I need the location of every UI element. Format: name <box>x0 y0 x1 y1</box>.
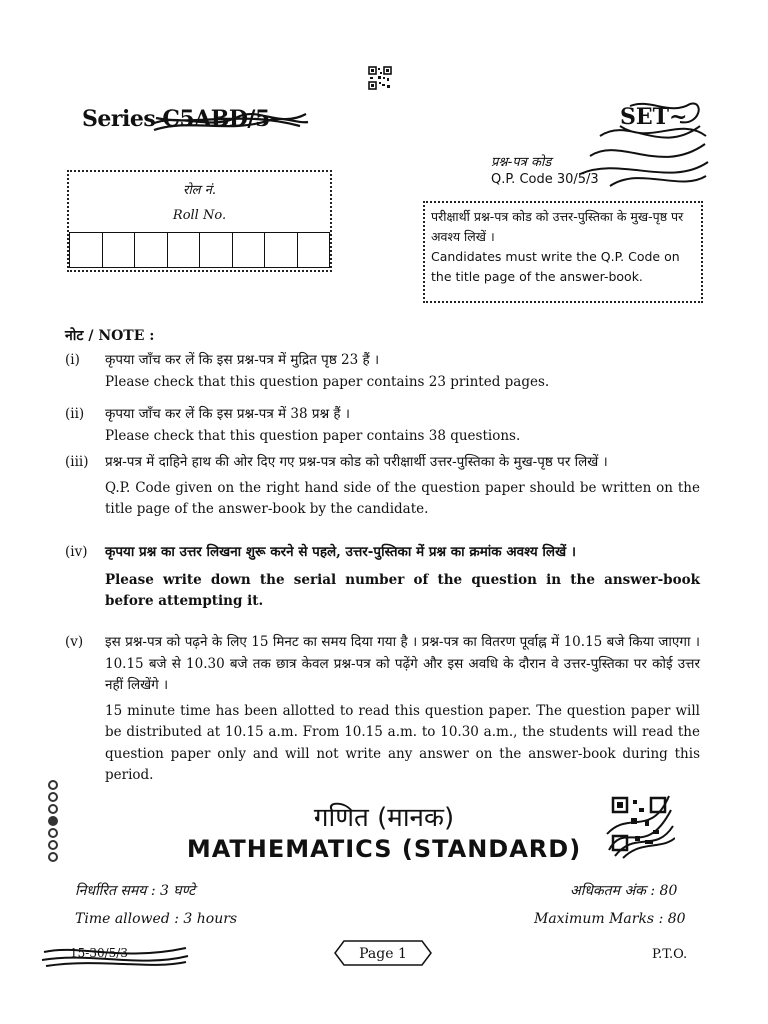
subject-english: MATHEMATICS (STANDARD) <box>186 835 582 863</box>
max-marks-english: Maximum Marks : 80 <box>534 911 686 927</box>
note-english: Please check that this question paper contains 23 printed pages. <box>105 373 550 390</box>
note-number: (v) <box>65 634 84 650</box>
qp-code <box>485 150 703 190</box>
footer-code-scribble <box>40 940 190 970</box>
footer-code: 15-30/5/3 <box>70 946 128 960</box>
note-hindi: इस प्रश्न-पत्र को पढ़ने के लिए 15 मिनट का समय दिया गया है । प्रश्न-पत्र का वितरण पूर्वाह्न में 10.15 बजे किया जाएगा । 10.15 बजे से 10.30 बजे तक छात्र केवल प्रश्न-पत्र को पढ़ेंगे और इस अवधि के दौरान वे उत्तर-पुस्तिका पर कोई उत्तर नहीं लिखेंगे । <box>105 634 700 693</box>
qp-code-hindi: प्रश्न-पत्र कोड <box>491 155 552 170</box>
roll-cell[interactable] <box>298 232 331 268</box>
qr-code-icon <box>368 66 392 90</box>
pto-label: P.T.O. <box>652 947 688 962</box>
time-allowed-english: Time allowed : 3 hours <box>75 911 238 927</box>
time-allowed-hindi: निर्धारित समय : 3 घण्टे <box>75 883 196 899</box>
roll-cell[interactable] <box>69 232 103 268</box>
roll-number-box <box>67 170 332 272</box>
page-badge <box>334 940 432 966</box>
subject-hindi: गणित (मानक) <box>313 803 455 833</box>
series-scribble <box>150 104 310 138</box>
note-english: Q.P. Code given on the right hand side of the question paper should be written on the title page of the answer-book by the candidate. <box>105 479 700 517</box>
set-label: SET~ <box>620 104 688 130</box>
qp-instruction-box <box>423 201 703 303</box>
note-hindi: प्रश्न-पत्र में दाहिने हाथ की ओर दिए गए प्रश्न-पत्र कोड को परीक्षार्थी उत्तर-पुस्तिका के मुख-पृष्ठ पर लिखें । <box>105 454 608 470</box>
max-marks-hindi: अधिकतम अंक : 80 <box>570 883 678 899</box>
note-english: 15 minute time has been allotted to read this question paper. The question paper will be distributed at 10.15 a.m. From 10.15 a.m. to 10.30 a.m., the students will read the question paper only and will not write any answer on the answer-book during this period. <box>105 702 700 783</box>
roll-cell[interactable] <box>135 232 168 268</box>
roll-number-grid[interactable] <box>69 232 330 268</box>
note-hindi: कृपया प्रश्न का उत्तर लिखना शुरू करने से पहले, उत्तर-पुस्तिका में प्रश्न का क्रमांक अवश्य लिखें । <box>105 544 576 560</box>
note-number: (iv) <box>65 544 88 560</box>
roll-label-english: Roll No. <box>172 208 227 223</box>
roll-cell[interactable] <box>265 232 298 268</box>
series-label: Series C5ABD/5 <box>82 106 270 132</box>
roll-cell[interactable] <box>168 232 201 268</box>
note-hindi: कृपया जाँच कर लें कि इस प्रश्न-पत्र में 38 प्रश्न हैं । <box>105 406 350 422</box>
qp-instruction-english: Candidates must write the Q.P. Code on the title page of the answer-book. <box>431 249 680 284</box>
note-number: (i) <box>65 352 80 368</box>
roll-cell[interactable] <box>200 232 233 268</box>
note-title: नोट / NOTE : <box>65 328 155 344</box>
note-hindi: कृपया जाँच कर लें कि इस प्रश्न-पत्र में मुद्रित पृष्ठ 23 हैं । <box>105 352 380 368</box>
qr-code-icon <box>605 790 675 860</box>
note-number: (ii) <box>65 406 85 422</box>
note-number: (iii) <box>65 454 89 470</box>
page-number: Page 1 <box>359 946 407 962</box>
note-english: Please check that this question paper contains 38 questions. <box>105 427 521 444</box>
roll-cell[interactable] <box>103 232 136 268</box>
note-english: Please write down the serial number of the question in the answer-book before attempting it. <box>105 571 700 609</box>
roll-label-hindi: रोल नं. <box>183 183 216 198</box>
roll-cell[interactable] <box>233 232 266 268</box>
qp-code-english: Q.P. Code 30/5/3 <box>491 172 599 187</box>
qp-instruction-hindi: परीक्षार्थी प्रश्न-पत्र कोड को उत्तर-पुस्तिका के मुख-पृष्ठ पर अवश्य लिखें । <box>431 209 684 244</box>
